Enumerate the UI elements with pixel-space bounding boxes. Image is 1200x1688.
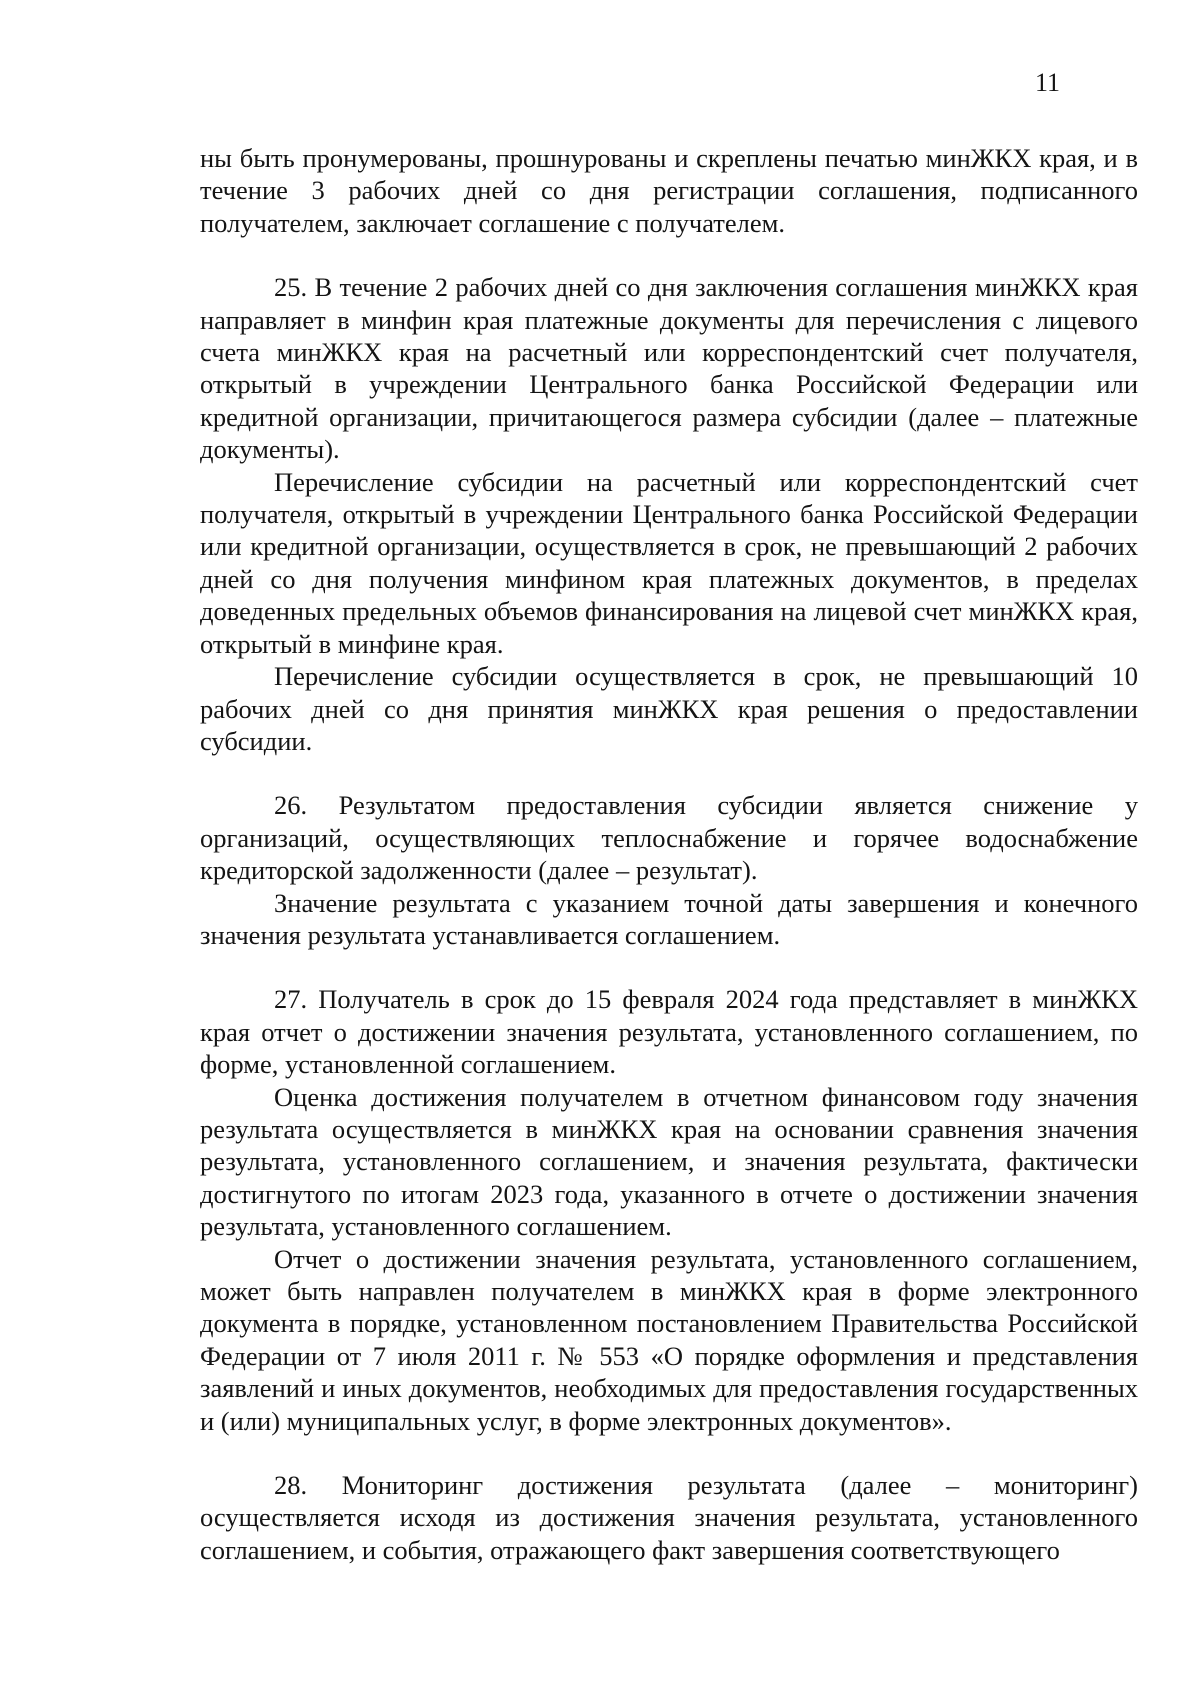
paragraph-assessment: Оценка достижения получателем в отчетном финансовом году значения результата осуществляется в минЖКХ края на основании сравнения значения результата, установленного соглашением, и значения результата, фактически достигнутого по итогам 2023 года, указанного в отчете о достижении значения результата, установленного соглашением.	[200, 1081, 1138, 1242]
paragraph-result-value: Значение результата с указанием точной даты завершения и конечного значения результата устанавливается соглашением.	[200, 887, 1138, 950]
document-body	[200, 142, 1138, 1566]
paragraph-clause-27: 27. Получатель в срок до 15 февраля 2024 года представляет в минЖКХ края отчет о достижении значения результата, установленного соглашением, по форме, установленной соглашением.	[200, 984, 1138, 1080]
paragraph-continuation: ны быть пронумерованы, прошнурованы и скреплены печатью минЖКХ края, и в течение 3 рабочих дней со дня регистрации соглашения, подписанного получателем, заключает соглашение с получателем.	[200, 143, 1138, 238]
paragraph-clause-25: 25. В течение 2 рабочих дней со дня заключения соглашения минЖКХ края направляет в минфин края платежные документы для перечисления с лицевого счета минЖКХ края на расчетный или корреспондентский счет получателя, открытый в учреждении Центрального банка Российской Федерации или кредитной организации, причитающегося размера субсидии (далее – платежные документы).	[200, 272, 1138, 465]
paragraph-transfer-terms: Перечисление субсидии на расчетный или корреспондентский счет получателя, открытый в учреждении Центрального банка Российской Федерации или кредитной организации, осуществляется в срок, не превышающий 2 рабочих дней со дня получения минфином края платежных документов, в пределах доведенных предельных объемов финансирования на лицевой счет минЖКХ края, открытый в минфине края.	[200, 466, 1138, 659]
page-number: 11	[1034, 68, 1060, 97]
paragraph-clause-28: 28. Мониторинг достижения результата (далее – мониторинг) осуществляется исходя из достижения значения результата, установленного соглашением, и события, отражающего факт завершения соответствующего	[200, 1470, 1138, 1565]
paragraph-clause-26: 26. Результатом предоставления субсидии является снижение у организаций, осуществляющих теплоснабжение и горячее водоснабжение кредиторской задолженности (далее – результат).	[200, 790, 1138, 886]
paragraph-transfer-deadline: Перечисление субсидии осуществляется в срок, не превышающий 10 рабочих дней со дня принятия минЖКХ края решения о предоставлении субсидии.	[200, 661, 1138, 756]
paragraph-report-electronic: Отчет о достижении значения результата, установленного соглашением, может быть направлен получателем в минЖКХ края в форме электронного документа в порядке, установленном постановлением Правительства Российской Федерации от 7 июля 2011 г. № 553 «О порядке оформления и представления заявлений и иных документов, необходимых для предоставления государственных и (или) муниципальных услуг, в форме электронных документов».	[200, 1243, 1138, 1436]
